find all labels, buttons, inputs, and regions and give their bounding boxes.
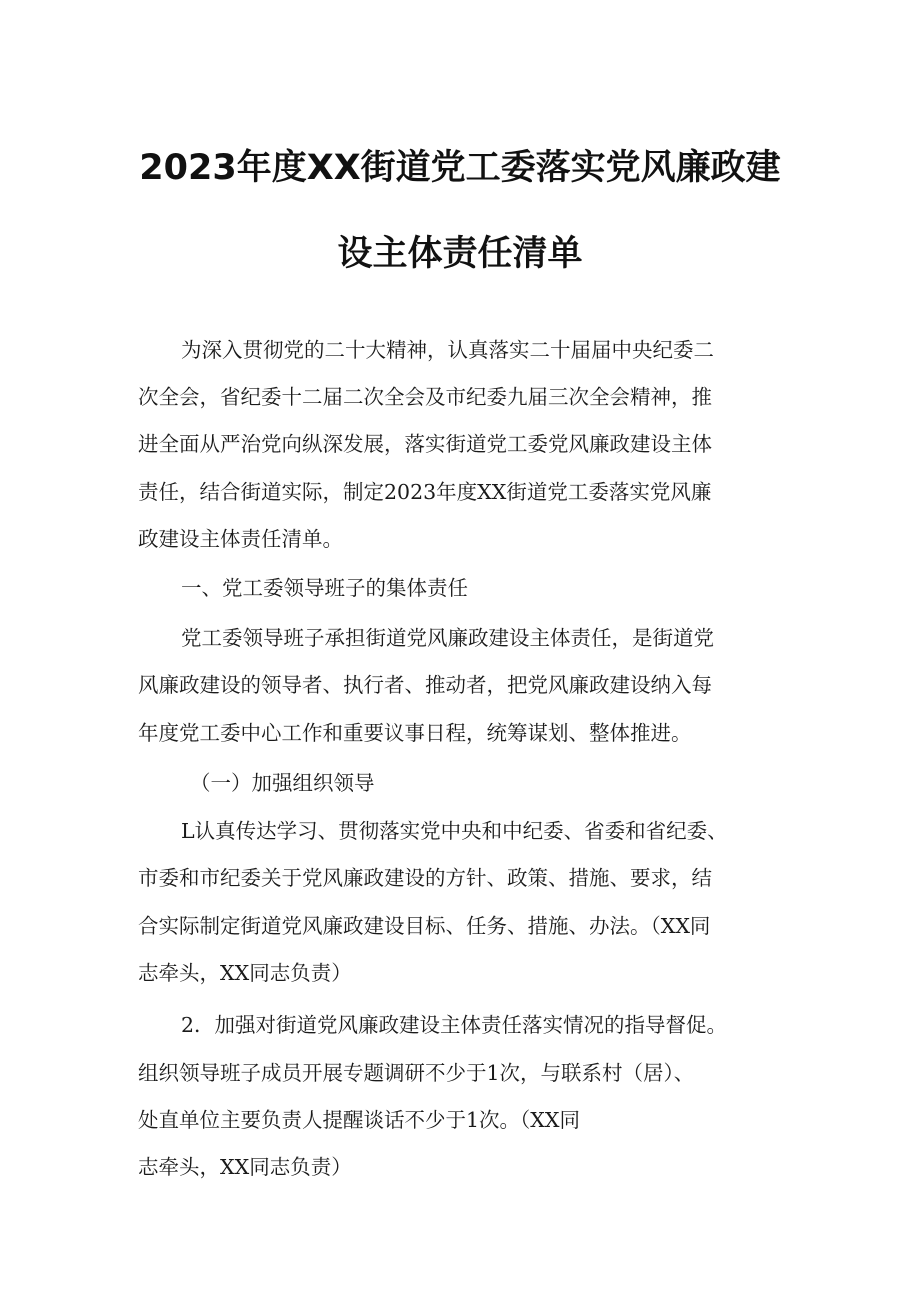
intro-paragraph-line: 责任，结合街道实际，制定2023年度XX街道党工委落实党风廉 (138, 480, 712, 504)
paragraph-line: 年度党工委中心工作和重要议事日程，统筹谋划、整体推进。 (138, 721, 692, 745)
document-title-line-2: 设主体责任清单 (337, 234, 583, 274)
paragraph-line: 党工委领导班子承担街道党风廉政建设主体责任，是街道党 (181, 626, 714, 650)
intro-paragraph-line: 进全面从严治党向纵深发展，落实街道党工委党风廉政建设主体 (138, 432, 712, 456)
list-item-line: 志牵头，XX同志负责） (138, 1155, 352, 1179)
subsection-heading: （一）加强组织领导 (190, 771, 375, 795)
document-title-line-1: 2023年度XX街道党工委落实党风廉政建 (139, 148, 781, 188)
list-item-line: 2．加强对街道党风廉政建设主体责任落实情况的指导督促。 (181, 1013, 728, 1037)
intro-paragraph-line: 次全会，省纪委十二届二次全会及市纪委九届三次全会精神，推 (138, 385, 712, 409)
intro-paragraph-line: 政建设主体责任清单。 (138, 527, 343, 551)
list-item-line: 处直单位主要负责人提醒谈话不少于1次。（XX同 (138, 1108, 580, 1132)
list-item-line: L认真传达学习、贯彻落实党中央和中纪委、省委和省纪委、 (181, 819, 728, 843)
paragraph-line: 风廉政建设的领导者、执行者、推动者，把党风廉政建设纳入每 (138, 673, 712, 697)
section-heading: 一、党工委领导班子的集体责任 (181, 576, 468, 600)
list-item-line: 组织领导班子成员开展专题调研不少于1次，与联系村（居）、 (138, 1061, 695, 1085)
intro-paragraph-line: 为深入贯彻党的二十大精神，认真落实二十届届中央纪委二 (181, 338, 714, 362)
list-item-line: 志牵头，XX同志负责） (138, 961, 352, 985)
list-item-line: 合实际制定街道党风廉政建设目标、任务、措施、办法。（XX同 (138, 914, 711, 938)
list-item-line: 市委和市纪委关于党风廉政建设的方针、政策、措施、要求，结 (138, 866, 712, 890)
